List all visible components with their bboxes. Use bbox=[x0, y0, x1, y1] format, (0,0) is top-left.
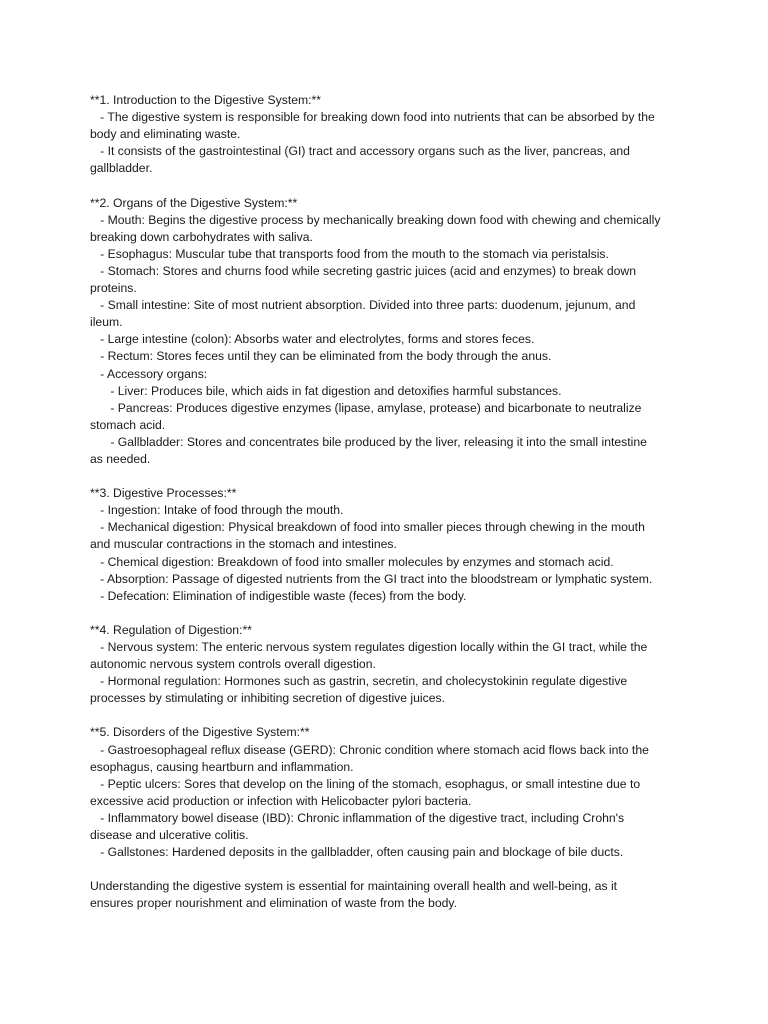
text-line: - Hormonal regulation: Hormones such as gastrin, secretin, and cholecystokinin regulate digestive bbox=[90, 674, 628, 689]
text-line: ileum. bbox=[90, 315, 123, 330]
section-heading: **2. Organs of the Digestive System:** bbox=[90, 195, 298, 210]
text-line: gallbladder. bbox=[90, 161, 153, 176]
text-line: - Rectum: Stores feces until they can be eliminated from the body through the anus. bbox=[90, 349, 552, 364]
text-line: and muscular contractions in the stomach and intestines. bbox=[90, 537, 397, 552]
text-line: - The digestive system is responsible for breaking down food into nutrients that can be absorbed by the bbox=[90, 110, 655, 125]
section-heading: **4. Regulation of Digestion:** bbox=[90, 622, 252, 637]
text-line: - Accessory organs: bbox=[90, 366, 208, 381]
text-line: - Gallstones: Hardened deposits in the gallbladder, often causing pain and blockage of bile ducts. bbox=[90, 845, 624, 860]
text-line: processes by stimulating or inhibiting secretion of digestive juices. bbox=[90, 691, 445, 706]
text-line: body and eliminating waste. bbox=[90, 127, 241, 142]
text-line: - Mechanical digestion: Physical breakdown of food into smaller pieces through chewing in the mouth bbox=[90, 520, 645, 535]
text-line: as needed. bbox=[90, 451, 151, 466]
text-line: - Pancreas: Produces digestive enzymes (lipase, amylase, protease) and bicarbonate to neutralize bbox=[90, 400, 642, 415]
section-heading: **3. Digestive Processes:** bbox=[90, 486, 237, 501]
text-line: - Stomach: Stores and churns food while secreting gastric juices (acid and enzymes) to break down bbox=[90, 263, 637, 278]
blank-line bbox=[90, 177, 682, 194]
blank-line bbox=[90, 861, 682, 878]
text-line: - Absorption: Passage of digested nutrients from the GI tract into the bloodstream or lymphatic system. bbox=[90, 571, 653, 586]
text-line: - Peptic ulcers: Sores that develop on the lining of the stomach, esophagus, or small intestine due to bbox=[90, 776, 641, 791]
blank-line bbox=[90, 707, 682, 724]
text-line: Understanding the digestive system is essential for maintaining overall health and well-being, as it bbox=[90, 879, 618, 894]
text-line: ensures proper nourishment and elimination of waste from the body. bbox=[90, 896, 457, 911]
text-line: - Gastroesophageal reflux disease (GERD): Chronic condition where stomach acid flows back into the bbox=[90, 742, 649, 757]
document-body bbox=[90, 92, 682, 913]
text-line: - Small intestine: Site of most nutrient absorption. Divided into three parts: duodenum, jejunum, and bbox=[90, 298, 636, 313]
text-line: - Large intestine (colon): Absorbs water and electrolytes, forms and stores feces. bbox=[90, 332, 535, 347]
text-line: esophagus, causing heartburn and inflammation. bbox=[90, 759, 354, 774]
text-line: - It consists of the gastrointestinal (GI) tract and accessory organs such as the liver, pancreas, and bbox=[90, 144, 630, 159]
text-line: autonomic nervous system controls overall digestion. bbox=[90, 657, 376, 672]
blank-line bbox=[90, 605, 682, 622]
text-line: - Gallbladder: Stores and concentrates bile produced by the liver, releasing it into the small intestine bbox=[90, 434, 647, 449]
text-line: - Esophagus: Muscular tube that transports food from the mouth to the stomach via peristalsis. bbox=[90, 246, 609, 261]
text-line: disease and ulcerative colitis. bbox=[90, 828, 249, 843]
text-line: - Defecation: Elimination of indigestible waste (feces) from the body. bbox=[90, 588, 467, 603]
text-line: - Chemical digestion: Breakdown of food into smaller molecules by enzymes and stomach acid. bbox=[90, 554, 614, 569]
text-line: - Inflammatory bowel disease (IBD): Chronic inflammation of the digestive tract, including Crohn's bbox=[90, 810, 625, 825]
text-line: - Liver: Produces bile, which aids in fat digestion and detoxifies harmful substances. bbox=[90, 383, 562, 398]
section-heading: **5. Disorders of the Digestive System:** bbox=[90, 725, 310, 740]
text-line: stomach acid. bbox=[90, 417, 166, 432]
text-line: - Ingestion: Intake of food through the mouth. bbox=[90, 503, 344, 518]
blank-line bbox=[90, 468, 682, 485]
text-line: - Nervous system: The enteric nervous system regulates digestion locally within the GI tract, while the bbox=[90, 640, 648, 654]
text-line: proteins. bbox=[90, 281, 137, 296]
text-line: - Mouth: Begins the digestive process by mechanically breaking down food with chewing and chemically bbox=[90, 212, 661, 227]
section-heading: **1. Introduction to the Digestive System:** bbox=[90, 93, 322, 107]
text-line: excessive acid production or infection with Helicobacter pylori bacteria. bbox=[90, 793, 472, 808]
text-line: breaking down carbohydrates with saliva. bbox=[90, 229, 313, 244]
